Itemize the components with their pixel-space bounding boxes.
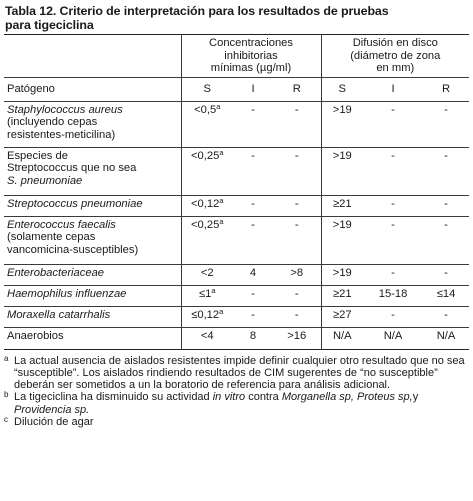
pathogen-name-line: Streptococcus que no sea [7,162,137,174]
table-row [4,285,469,306]
footnote-text-part: La tigeciclina ha disminuido su actividad [14,391,213,404]
mic-i-cell-value: - [251,287,255,300]
pathogen-name-line: Enterobacteriaceae [7,266,105,279]
table-row [4,264,469,285]
disk-r-cell-value: - [444,218,448,231]
disk-s-cell-value: >19 [332,218,352,231]
disk-i-cell-value: - [391,308,395,321]
mic-s-cell [181,195,233,216]
header-blank [4,35,181,78]
header-mic-i: I [233,77,273,101]
pathogen-name-line: Anaerobios [7,329,64,342]
pathogen-name-line: vancomicina-susceptibles) [7,243,139,256]
pathogen-cell [4,195,181,216]
disk-r-cell-value: - [444,149,448,162]
disk-r-cell-value: - [444,266,448,279]
disk-s-cell-value: >19 [332,266,352,279]
disk-s-cell-value: ≥21 [332,287,352,300]
footnote-ref: a [219,147,224,157]
header-mic-line-2: inhibitorias [224,49,278,62]
disk-i-cell [363,195,423,216]
disk-i-cell-value: N/A [383,329,403,342]
disk-r-cell-value: ≤14 [436,287,456,300]
mic-r-cell [273,147,321,195]
mic-s-cell-value: <4 [200,329,214,342]
disk-r-cell [423,101,469,147]
footnote-mark: b [4,390,9,400]
header-disk-line-1: Difusión en disco [352,37,438,49]
header-mic-s: S [181,77,233,101]
document-page [4,0,469,428]
mic-i-cell-value: - [251,197,255,210]
disk-r-cell-value: - [444,308,448,321]
pathogen-name-line: Haemophilus influenzae [7,287,127,300]
header-row-groups [4,35,469,78]
table-row [4,327,469,349]
table-title-line-2: para tigeciclina [5,18,94,32]
pathogen-cell [4,216,181,264]
header-disk-i: I [363,77,423,101]
mic-r-cell [273,306,321,327]
mic-i-cell [233,327,273,349]
disk-r-cell-value: - [444,103,448,116]
mic-s-cell-value: <2 [200,266,214,279]
mic-i-cell-value: - [251,103,255,116]
mic-s-cell-value: <0,25 [191,218,220,231]
mic-s-cell [181,264,233,285]
table-title [5,4,469,32]
disk-i-cell-value: - [391,218,395,231]
mic-r-cell-value: - [294,287,299,300]
mic-s-cell [181,285,233,306]
footnote-mark: a [4,353,9,363]
mic-r-cell-value: >16 [287,329,307,342]
mic-r-cell [273,216,321,264]
disk-i-cell [363,306,423,327]
mic-s-cell-value: <0,25 [191,149,220,162]
mic-s-cell-value: <0,12 [191,197,220,210]
footnote-text-part: La actual ausencia de aislados resistentes impide definir cualquier otro resultado que no sea “susceptible”. Los aislados rindiendo resultados de CIM sugerentes de “no susceptible” deberán ser sometidos a un la boratorio de referencia para análisis adicional. [14,354,465,392]
disk-r-cell [423,285,469,306]
header-disk [321,35,469,78]
footnote-ref: a [219,306,224,316]
mic-r-cell-value: - [294,218,299,231]
header-disk-s: S [321,77,363,101]
mic-s-cell-value: ≤1 [198,287,212,300]
disk-i-cell-value: - [391,197,395,210]
pathogen-cell [4,327,181,349]
mic-r-cell [273,101,321,147]
footnote-ref: a [219,195,224,205]
table-row [4,101,469,147]
pathogen-name-line: resistentes-meticilina) [7,128,116,141]
susceptibility-table [4,34,469,350]
mic-i-cell [233,306,273,327]
header-pathogen: Patógeno [4,77,181,101]
footnote-text [14,391,469,416]
footnote [4,355,469,392]
mic-i-cell-value: - [251,308,255,321]
mic-s-cell-value: ≤0,12 [191,308,220,321]
mic-r-cell [273,327,321,349]
mic-i-cell-value: 4 [249,266,257,279]
mic-i-cell-value: - [251,149,255,162]
mic-s-cell [181,327,233,349]
footnote-text [14,355,469,392]
header-mic-r: R [273,77,321,101]
mic-r-cell-value: - [294,308,299,321]
footnote-text-part: Morganella sp, Proteus sp, [281,391,413,404]
disk-s-cell [321,147,363,195]
footnote-text-part: Providencia sp. [14,403,90,416]
disk-r-cell [423,147,469,195]
header-disk-r: R [423,77,469,101]
disk-i-cell-value: - [391,266,395,279]
pathogen-name-line: Streptococcus pneumoniae [7,197,143,210]
disk-i-cell [363,216,423,264]
pathogen-cell [4,101,181,147]
disk-i-cell-value: - [391,149,395,162]
disk-s-cell-value: >19 [332,103,352,116]
pathogen-name-line: Especies de [7,149,68,162]
disk-s-cell [321,327,363,349]
footnote-ref: a [216,101,221,111]
disk-s-cell [321,264,363,285]
header-mic [181,35,321,78]
disk-i-cell [363,327,423,349]
pathogen-name-line: Enterococcus faecalis [7,218,116,231]
disk-r-cell-value: - [444,197,448,210]
table-row [4,216,469,264]
mic-i-cell [233,285,273,306]
table-title-line-1: Tabla 12. Criterio de interpretación para los resultados de pruebas [5,4,389,18]
mic-i-cell [233,101,273,147]
disk-i-cell [363,285,423,306]
disk-s-cell-value: ≥21 [332,197,352,210]
mic-s-cell [181,306,233,327]
disk-r-cell [423,306,469,327]
pathogen-cell [4,285,181,306]
disk-r-cell [423,327,469,349]
disk-s-cell [321,285,363,306]
disk-s-cell [321,216,363,264]
header-disk-line-2: (diámetro de zona [350,49,441,62]
pathogen-cell [4,147,181,195]
disk-i-cell [363,147,423,195]
disk-i-cell [363,101,423,147]
header-disk-line-3: en mm) [376,62,415,74]
pathogen-cell [4,264,181,285]
disk-s-cell [321,101,363,147]
disk-s-cell-value: ≥27 [332,308,352,321]
disk-r-cell [423,264,469,285]
mic-s-cell [181,216,233,264]
footnote [4,416,469,428]
mic-r-cell [273,195,321,216]
table-row [4,306,469,327]
disk-i-cell [363,264,423,285]
header-mic-line-3: mínimas (µg/ml) [210,62,292,74]
footnote-text-part: in vitro [212,391,246,404]
mic-r-cell-value: - [294,149,299,162]
mic-r-cell-value: - [294,103,299,116]
footnotes [4,355,469,429]
mic-i-cell-value: - [251,218,255,231]
mic-i-cell [233,264,273,285]
mic-r-cell-value: - [294,197,299,210]
footnote-ref: a [219,216,224,226]
pathogen-cell [4,306,181,327]
disk-i-cell-value: - [391,103,395,116]
mic-i-cell [233,195,273,216]
pathogen-name-line: (incluyendo cepas [7,116,98,128]
disk-r-cell-value: N/A [436,329,456,342]
footnote-text-part: y [412,391,419,404]
mic-i-cell [233,216,273,264]
header-row-columns [4,77,469,101]
disk-s-cell-value: N/A [332,329,352,342]
table-row [4,147,469,195]
disk-r-cell [423,216,469,264]
mic-i-cell [233,147,273,195]
mic-s-cell [181,147,233,195]
mic-r-cell [273,264,321,285]
footnote-text-part: Dilución de agar [14,415,94,428]
header-mic-line-1: Concentraciones [209,37,293,49]
disk-s-cell-value: >19 [332,149,352,162]
mic-s-cell-value: <0,5 [194,103,217,116]
disk-r-cell [423,195,469,216]
pathogen-name-line: (solamente cepas [7,231,96,243]
footnote-text-part: contra [245,391,282,404]
pathogen-name-line: Moraxella catarrhalis [7,308,111,321]
mic-r-cell-value: >8 [290,266,304,279]
pathogen-name-line: Staphylococcus aureus [7,103,123,116]
disk-i-cell-value: 15-18 [378,287,408,300]
mic-i-cell-value: 8 [249,329,257,342]
footnote-mark: c [4,414,8,424]
footnote [4,391,469,416]
mic-r-cell [273,285,321,306]
mic-s-cell [181,101,233,147]
disk-s-cell [321,306,363,327]
table-row [4,195,469,216]
disk-s-cell [321,195,363,216]
footnote-ref: a [211,285,216,295]
footnote-text [14,416,469,428]
pathogen-name-line: S. pneumoniae [7,174,83,187]
